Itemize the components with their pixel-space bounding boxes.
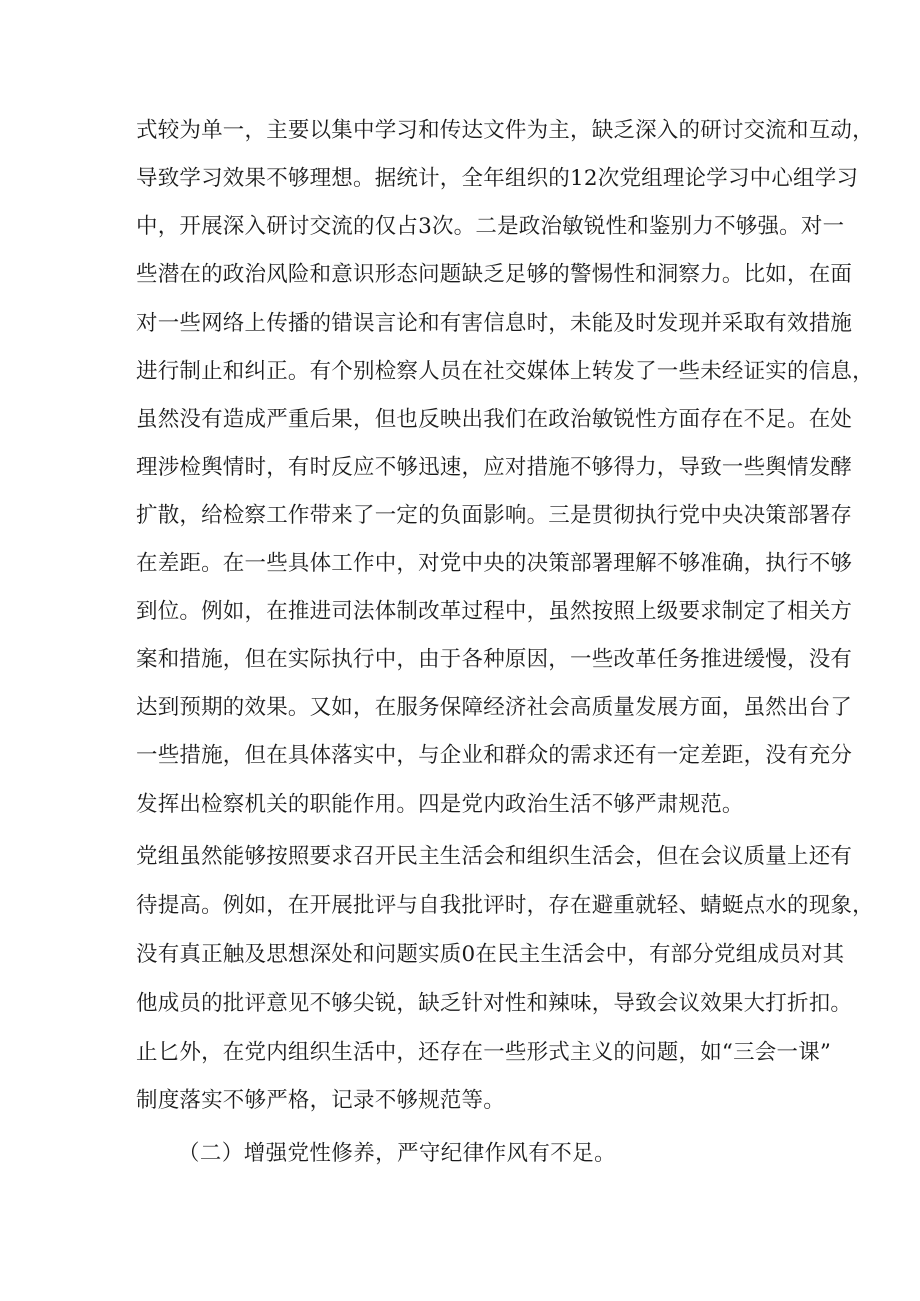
paragraph-line: 发挥出检察机关的职能作用。四是党内政治生活不够严肃规范。 xyxy=(136,792,744,817)
paragraph-line: 些潜在的政治风险和意识形态问题缺乏足够的警惕性和洞察力。比如，在面 xyxy=(136,262,853,287)
paragraph-line: 党组虽然能够按照要求召开民主生活会和组织生活会，但在会议质量上还有 xyxy=(136,844,853,869)
paragraph-line: 案和措施，但在实际执行中，由于各种原因，一些改革任务推进缓慢，没有 xyxy=(136,647,853,672)
section-heading: （二）增强党性修养，严守纪律作风有不足。 xyxy=(178,1141,617,1166)
paragraph-line: 达到预期的效果。又如，在服务保障经济社会高质量发展方面，虽然出台了 xyxy=(136,695,853,720)
paragraph-line: 导致学习效果不够理想。据统计，全年组织的12次党组理论学习中心组学习 xyxy=(136,166,859,191)
paragraph-line: 待提高。例如，在开展批评与自我批评时，存在避重就轻、蜻蜓点水的现象， xyxy=(136,893,874,918)
paragraph-line: 他成员的批评意见不够尖锐，缺乏针对性和辣味，导致会议效果大打折扣。 xyxy=(136,991,853,1016)
paragraph-line: 扩散，给检察工作带来了一定的负面影响。三是贯彻执行党中央决策部署存 xyxy=(136,503,853,528)
paragraph-line: 在差距。在一些具体工作中，对党中央的决策部署理解不够准确，执行不够 xyxy=(136,551,853,576)
paragraph-line: 制度落实不够严格，记录不够规范等。 xyxy=(136,1088,505,1113)
paragraph-line: 到位。例如，在推进司法体制改革过程中，虽然按照上级要求制定了相关方 xyxy=(136,599,853,624)
paragraph-line: 止匕外，在党内组织生活中，还存在一些形式主义的问题，如“三会一课” xyxy=(136,1040,832,1065)
paragraph-line: 式较为单一，主要以集中学习和传达文件为主，缺乏深入的研讨交流和互动， xyxy=(136,118,874,143)
paragraph-line: 对一些网络上传播的错误言论和有害信息时，未能及时发现并采取有效措施 xyxy=(136,311,853,336)
paragraph-line: 虽然没有造成严重后果，但也反映出我们在政治敏锐性方面存在不足。在处 xyxy=(136,407,853,432)
paragraph-line: 进行制止和纠正。有个别检察人员在社交媒体上转发了一些未经证实的信息， xyxy=(136,359,874,384)
paragraph-line: 一些措施，但在具体落实中，与企业和群众的需求还有一定差距，没有充分 xyxy=(136,743,853,768)
paragraph-line: 没有真正触及思想深处和问题实质0在民主生活会中，有部分党组成员对其 xyxy=(136,942,845,967)
paragraph-line: 中，开展深入研讨交流的仅占3次。二是政治敏锐性和鉴别力不够强。对一 xyxy=(136,214,845,239)
paragraph-line: 理涉检舆情时，有时反应不够迅速，应对措施不够得力，导致一些舆情发酵 xyxy=(136,455,853,480)
